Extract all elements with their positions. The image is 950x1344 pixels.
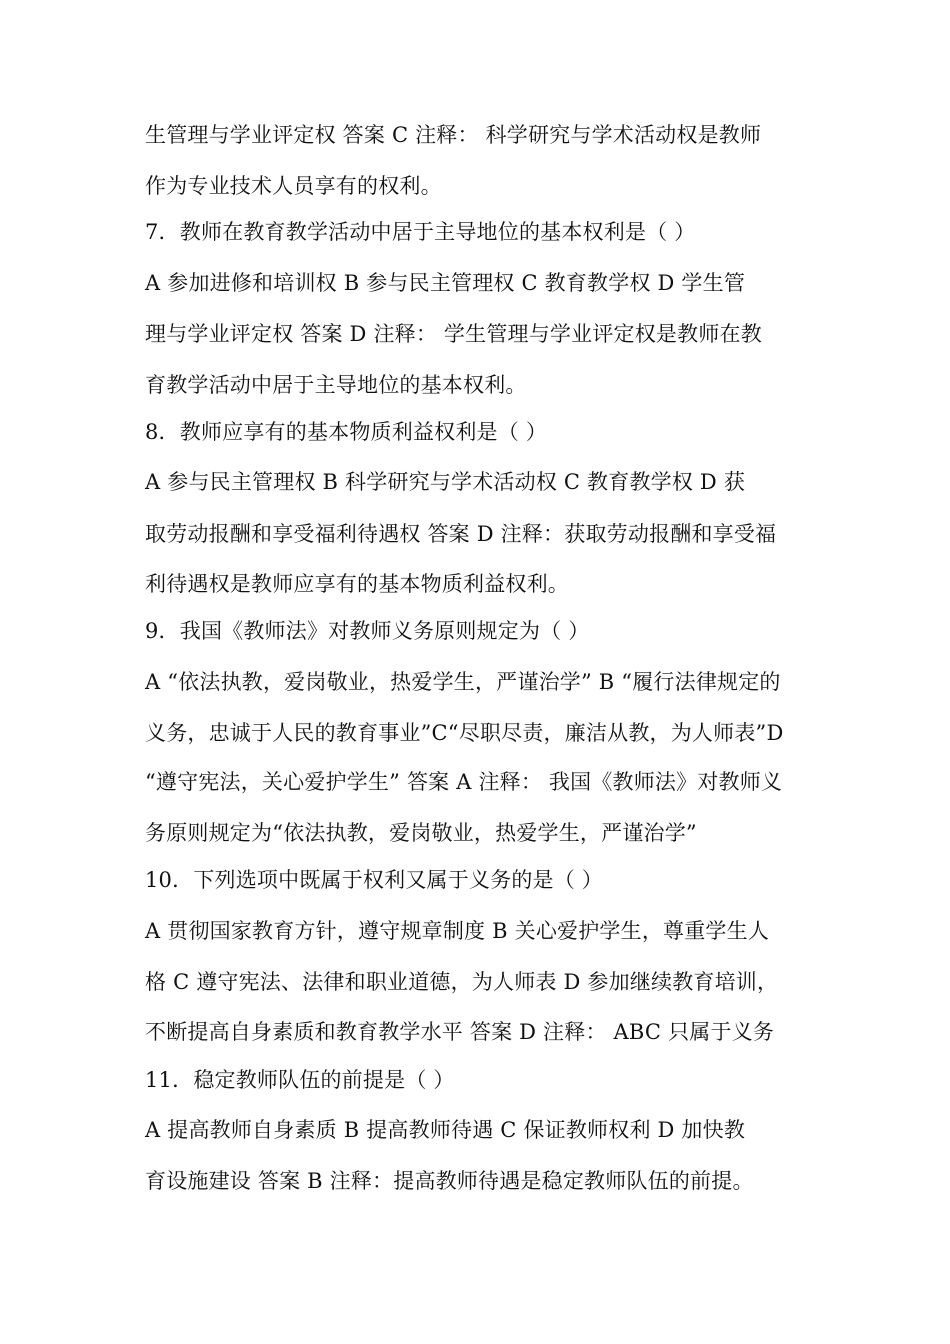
text-line: 生管理与学业评定权 答案 C 注释： 科学研究与学术活动权是教师	[145, 123, 762, 147]
options-line: A 贯彻国家教育方针，遵守规章制度 B 关心爱护学生，尊重学生人	[145, 919, 770, 943]
text-line: 育教学活动中居于主导地位的基本权利。	[145, 373, 527, 397]
answer-line: 取劳动报酬和享受福利待遇权 答案 D 注释：获取劳动报酬和享受福	[145, 522, 777, 546]
text-line: 作为专业技术人员享有的权利。	[145, 174, 442, 198]
question-11: 11．稳定教师队伍的前提是（ ）	[145, 1068, 455, 1092]
question-10: 10．下列选项中既属于权利又属于义务的是（ ）	[145, 868, 603, 892]
question-8: 8．教师应享有的基本物质利益权利是（ ）	[145, 420, 548, 444]
options-line: A 参与民主管理权 B 科学研究与学术活动权 C 教育教学权 D 获	[145, 470, 746, 494]
answer-line: 育设施建设 答案 B 注释：提高教师待遇是稳定教师队伍的前提。	[145, 1169, 754, 1193]
question-7: 7．教师在教育教学活动中居于主导地位的基本权利是（ ）	[145, 220, 696, 244]
answer-line: 理与学业评定权 答案 D 注释： 学生管理与学业评定权是教师在教	[145, 322, 762, 346]
text-line: 利待遇权是教师应享有的基本物质利益权利。	[145, 572, 569, 596]
answer-line: 不断提高自身素质和教育教学水平 答案 D 注释： ABC 只属于义务	[145, 1020, 775, 1044]
text-line: 务原则规定为“依法执教，爱岗敬业，热爱学生，严谨治学”	[145, 821, 697, 845]
options-line: A 参加进修和培训权 B 参与民主管理权 C 教育教学权 D 学生管	[145, 271, 746, 295]
question-9: 9．我国《教师法》对教师义务原则规定为（ ）	[145, 619, 590, 643]
options-line: A “依法执教，爱岗敬业，热爱学生，严谨治学” B “履行法律规定的	[145, 670, 781, 694]
options-line: 格 C 遵守宪法、法律和职业道德，为人师表 D 参加继续教育培训，	[145, 970, 779, 994]
options-line: 义务，忠诚于人民的教育事业”C“尽职尽责，廉洁从教，为人师表”D	[145, 721, 784, 745]
options-line: A 提高教师自身素质 B 提高教师待遇 C 保证教师权利 D 加快教	[145, 1118, 746, 1142]
answer-line: “遵守宪法，关心爱护学生” 答案 A 注释： 我国《教师法》对教师义	[145, 770, 783, 794]
